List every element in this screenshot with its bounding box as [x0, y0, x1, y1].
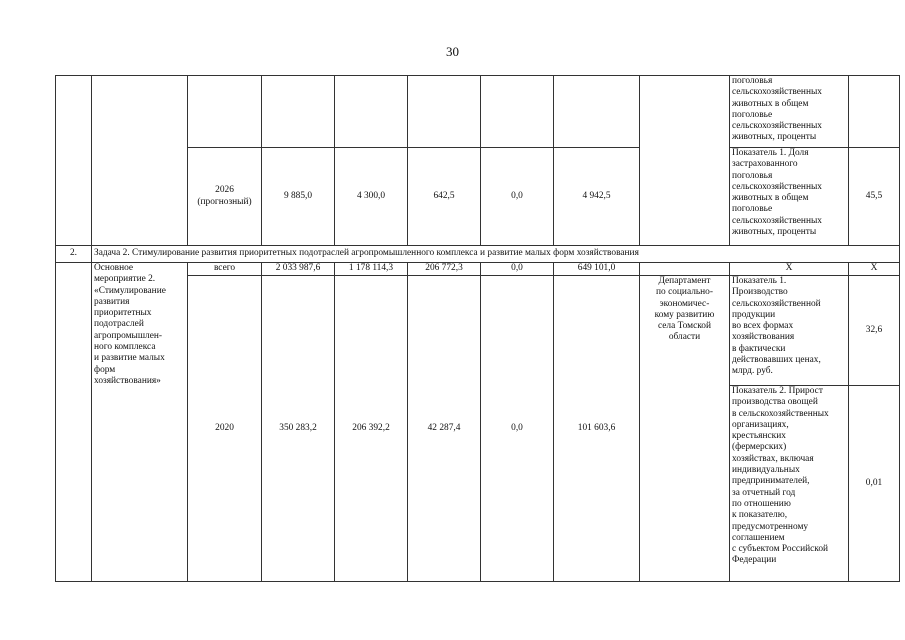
year-cell — [188, 76, 262, 148]
indicator-value-cell: 32,6 — [849, 276, 900, 386]
table-row — [56, 263, 900, 276]
executor-cell: Департамент по социально- экономичес- кому развитию села Томской области — [640, 276, 730, 582]
regional-cell — [408, 76, 481, 148]
num-cell — [56, 263, 92, 582]
name-cell — [92, 76, 188, 246]
other-cell: 101 603,6 — [554, 276, 640, 582]
other-cell: 649 101,0 — [554, 263, 640, 276]
federal-cell: 4 300,0 — [335, 148, 408, 246]
local-cell: 0,0 — [481, 276, 554, 582]
total-cell: 2 033 987,6 — [262, 263, 335, 276]
total-cell — [262, 76, 335, 148]
indicator-value-cell — [849, 76, 900, 148]
regional-cell: 642,5 — [408, 148, 481, 246]
indicator-cell: Показатель 2. Прирост производства овощей в сельскохозяйственных организациях, крестьянских (фермерских) хозяйствах, включая индивидуальных предпринимателей, за отчетный год по отношению к показателю, предусмотренному соглашением с субъектом Российской Федерации — [730, 386, 849, 582]
page-number: 30 — [446, 44, 459, 59]
regional-cell: 42 287,4 — [408, 276, 481, 582]
task-title: Задача 2. Стимулирование развития приоритетных подотраслей агропромышленного комплекса и развитие малых форм хозяйствования — [92, 246, 900, 263]
year-cell: 2026 (прогнозный) — [188, 148, 262, 246]
indicator-value-cell: 0,01 — [849, 386, 900, 582]
indicator-cell: Х — [730, 263, 849, 276]
indicator-cell: Показатель 1. Доля застрахованного поголовья сельскохозяйственных животных в общем поголовье сельскохозяйственных животных, проценты — [730, 148, 849, 246]
event-name: Основное мероприятие 2. «Стимулирование развития приоритетных подотраслей агропромышлен- ного комплекса и развитие малых форм хозяйствования» — [92, 263, 188, 582]
task-number: 2. — [56, 246, 92, 263]
executor-cell — [640, 263, 730, 276]
indicator-value-cell: Х — [849, 263, 900, 276]
num-cell — [56, 76, 92, 246]
task-row — [56, 246, 900, 263]
table-row — [56, 76, 900, 148]
year-cell: всего — [188, 263, 262, 276]
indicator-cell: Показатель 1. Производство сельскохозяйственной продукции во всех формах хозяйствования в фактически действовавших ценах, млрд. руб. — [730, 276, 849, 386]
local-cell — [481, 76, 554, 148]
federal-cell: 206 392,2 — [335, 276, 408, 582]
executor-cell — [640, 76, 730, 246]
other-cell: 4 942,5 — [554, 148, 640, 246]
total-cell: 9 885,0 — [262, 148, 335, 246]
indicator-cell: поголовья сельскохозяйственных животных в общем поголовье сельскохозяйственных животных, проценты — [730, 76, 849, 148]
regional-cell: 206 772,3 — [408, 263, 481, 276]
federal-cell — [335, 76, 408, 148]
local-cell: 0,0 — [481, 263, 554, 276]
indicator-value-cell: 45,5 — [849, 148, 900, 246]
total-cell: 350 283,2 — [262, 276, 335, 582]
federal-cell: 1 178 114,3 — [335, 263, 408, 276]
local-cell: 0,0 — [481, 148, 554, 246]
other-cell — [554, 76, 640, 148]
program-table — [55, 75, 900, 582]
year-cell: 2020 — [188, 276, 262, 582]
